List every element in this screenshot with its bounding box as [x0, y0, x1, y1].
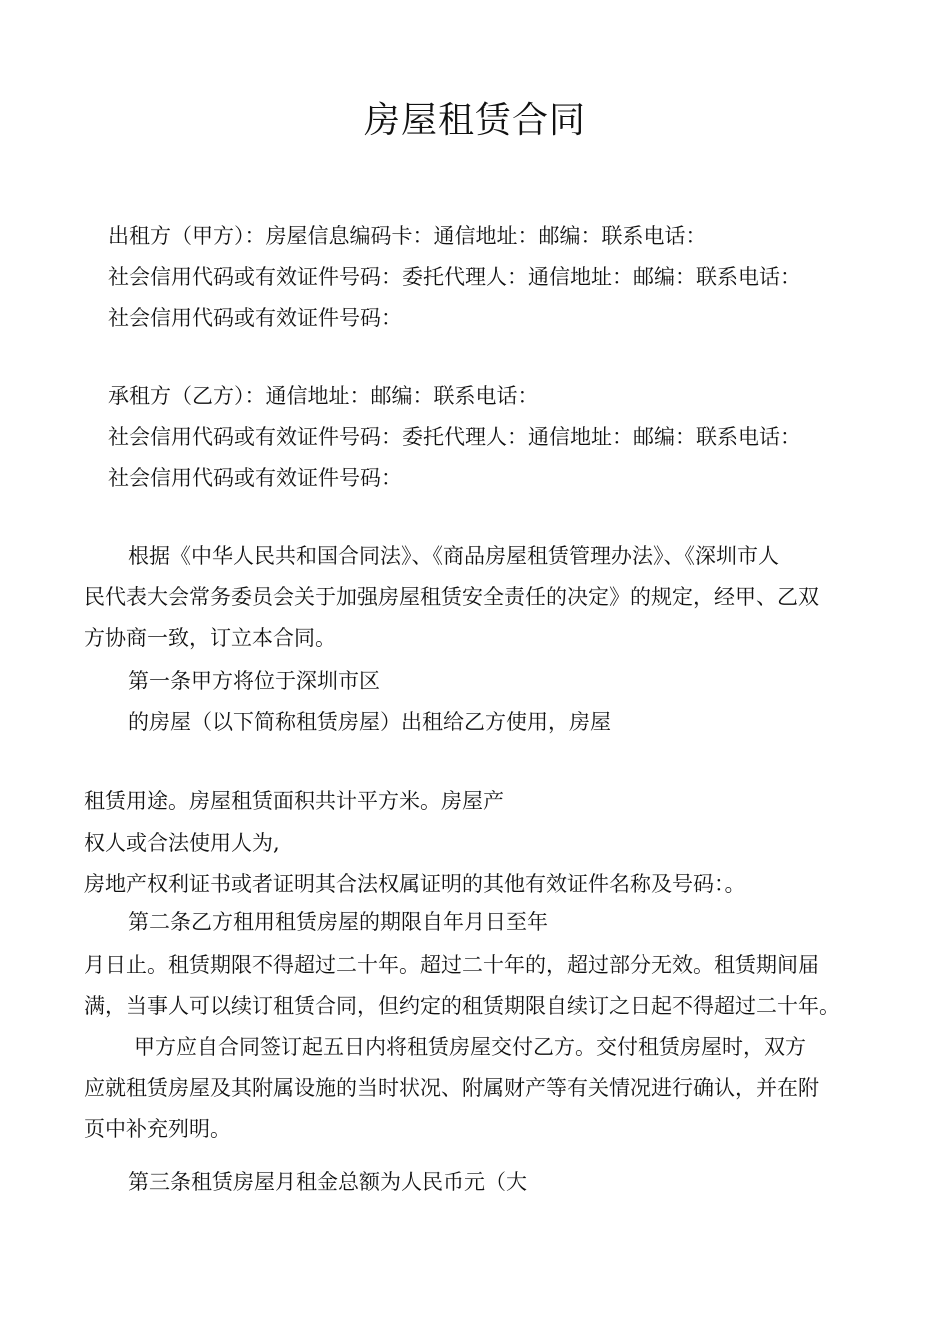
- preamble-line-1: 根据《中华人民共和国合同法》、《商品房屋租赁管理办法》、《深圳市人: [128, 544, 779, 568]
- article2-line-5: 应就租赁房屋及其附属设施的当时状况、附属财产等有关情况进行确认，并在附: [84, 1076, 819, 1100]
- article3-line-1: 第三条租赁房屋月租金总额为人民币元（大: [128, 1170, 527, 1194]
- article2-line-4: 甲方应自合同签订起五日内将租赁房屋交付乙方。交付租赁房屋时，双方: [134, 1035, 806, 1059]
- lessee-info-line-3: 社会信用代码或有效证件号码：: [108, 466, 402, 490]
- lessor-info-line-1: 出租方（甲方）：房屋信息编码卡：通信地址：邮编：联系电话：: [108, 224, 707, 248]
- lessor-info-line-3: 社会信用代码或有效证件号码：: [108, 306, 402, 330]
- preamble-line-3: 方协商一致，订立本合同。: [84, 626, 336, 650]
- article2-line-1: 第二条乙方租用租赁房屋的期限自年月日至年: [128, 910, 548, 934]
- article1-line-2: 的房屋（以下简称租赁房屋）出租给乙方使用，房屋: [128, 710, 611, 734]
- article2-line-3: 满，当事人可以续订租赁合同，但约定的租赁期限自续订之日起不得超过二十年。: [84, 994, 840, 1018]
- lessee-info-line-2: 社会信用代码或有效证件号码：委托代理人：通信地址：邮编：联系电话：: [108, 425, 801, 449]
- lessor-info-line-2: 社会信用代码或有效证件号码：委托代理人：通信地址：邮编：联系电话：: [108, 265, 801, 289]
- preamble-line-2: 民代表大会常务委员会关于加强房屋租赁安全责任的决定》的规定，经甲、乙双: [84, 585, 819, 609]
- article1-line-3: 租赁用途。房屋租赁面积共计平方米。房屋产: [84, 789, 504, 813]
- article1-line-1: 第一条甲方将位于深圳市区: [128, 669, 380, 693]
- article2-line-6: 页中补充列明。: [84, 1117, 231, 1141]
- article1-line-4: 权人或合法使用人为,: [84, 831, 280, 855]
- article1-line-5: 房地产权利证书或者证明其合法权属证明的其他有效证件名称及号码：。: [84, 872, 746, 896]
- article2-line-2: 月日止。租赁期限不得超过二十年。超过二十年的，超过部分无效。租赁期间届: [84, 953, 819, 977]
- lessee-info-line-1: 承租方（乙方）：通信地址：邮编：联系电话：: [108, 384, 539, 408]
- document-title: 房屋租赁合同: [363, 100, 586, 141]
